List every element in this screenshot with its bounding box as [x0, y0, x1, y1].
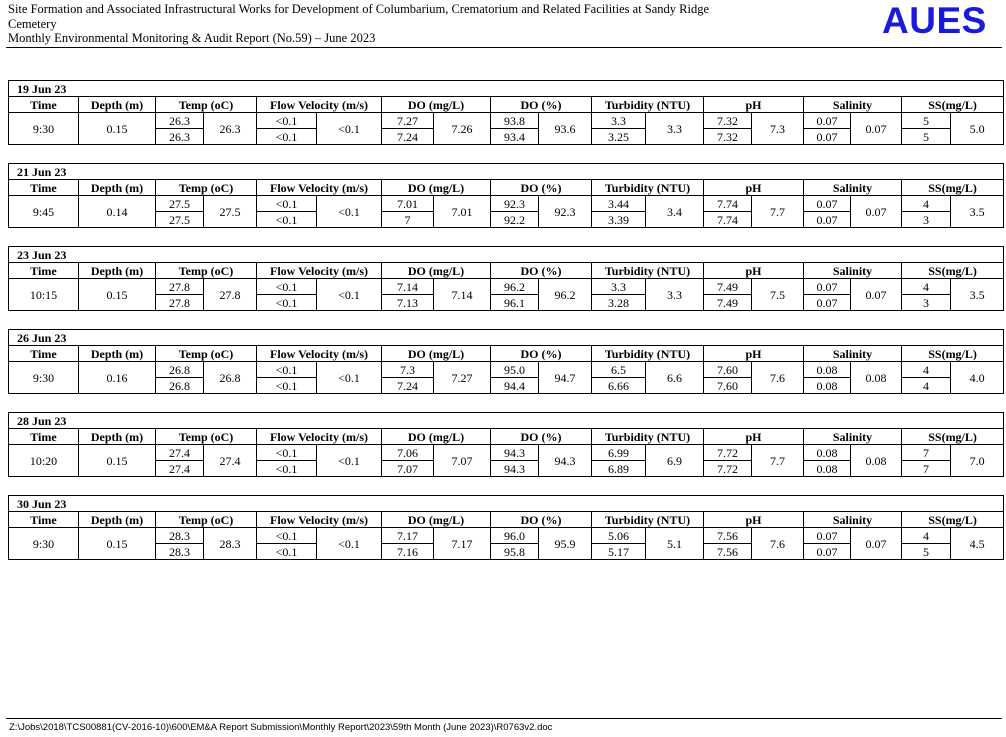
ph-reading-1: 7.60 — [704, 362, 752, 378]
ph-average: 7.6 — [752, 528, 804, 560]
temp-reading-1: 28.3 — [156, 528, 204, 544]
header-divider — [6, 47, 1002, 48]
sal-reading-1: 0.07 — [804, 196, 851, 212]
do_pct-average: 94.3 — [539, 445, 592, 477]
sal-reading-2: 0.07 — [804, 212, 851, 228]
do_pct-reading-2: 95.8 — [491, 544, 539, 560]
aues-logo: AUES — [882, 0, 987, 41]
ss-average: 3.5 — [951, 279, 1004, 311]
flow-reading-2: <0.1 — [257, 544, 317, 560]
ss-reading-2: 3 — [902, 212, 951, 228]
turb-reading-1: 3.44 — [592, 196, 646, 212]
ph-average: 7.3 — [752, 113, 804, 145]
flow-reading-2: <0.1 — [257, 295, 317, 311]
column-header: SS(mg/L) — [902, 97, 1004, 113]
column-header: Depth (m) — [79, 346, 156, 362]
temp-reading-2: 27.5 — [156, 212, 204, 228]
column-header: Temp (oC) — [156, 512, 257, 528]
column-header: Temp (oC) — [156, 180, 257, 196]
ss-reading-2: 7 — [902, 461, 951, 477]
file-path-footer: Z:\Jobs\2018\TCS00881(CV-2016-10)\600\EM&A Report Submission\Monthly Report\2023\59th Month (June 2023)\R0763v2.doc — [9, 722, 553, 733]
flow-average: <0.1 — [317, 279, 382, 311]
temp-reading-1: 27.5 — [156, 196, 204, 212]
ph-reading-2: 7.56 — [704, 544, 752, 560]
ss-reading-1: 7 — [902, 445, 951, 461]
column-header: DO (%) — [491, 512, 592, 528]
flow-average: <0.1 — [317, 196, 382, 228]
column-header: Turbidity (NTU) — [592, 180, 704, 196]
column-header: DO (%) — [491, 346, 592, 362]
ph-reading-1: 7.56 — [704, 528, 752, 544]
turb-reading-1: 5.06 — [592, 528, 646, 544]
do_pct-reading-2: 93.4 — [491, 129, 539, 145]
turb-average: 5.1 — [646, 528, 704, 560]
column-header: Temp (oC) — [156, 263, 257, 279]
column-header: SS(mg/L) — [902, 346, 1004, 362]
column-header: pH — [704, 97, 804, 113]
sal-average: 0.08 — [851, 445, 902, 477]
column-header: Flow Velocity (m/s) — [257, 512, 382, 528]
temp-average: 27.5 — [204, 196, 257, 228]
column-header: Time — [9, 180, 79, 196]
ph-reading-2: 7.72 — [704, 461, 752, 477]
temp-reading-2: 27.8 — [156, 295, 204, 311]
do_pct-reading-1: 93.8 — [491, 113, 539, 129]
ss-reading-2: 5 — [902, 544, 951, 560]
turb-average: 3.3 — [646, 113, 704, 145]
column-header: DO (%) — [491, 429, 592, 445]
flow-reading-2: <0.1 — [257, 212, 317, 228]
time-value: 9:30 — [9, 362, 79, 394]
date-label: 21 Jun 23 — [9, 164, 1004, 180]
temp-reading-1: 26.8 — [156, 362, 204, 378]
turb-reading-1: 3.3 — [592, 113, 646, 129]
column-header: Turbidity (NTU) — [592, 512, 704, 528]
column-header: Salinity — [804, 429, 902, 445]
column-header: pH — [704, 180, 804, 196]
ph-average: 7.6 — [752, 362, 804, 394]
column-header: Turbidity (NTU) — [592, 97, 704, 113]
date-label: 19 Jun 23 — [9, 81, 1004, 97]
flow-reading-1: <0.1 — [257, 113, 317, 129]
ph-average: 7.7 — [752, 196, 804, 228]
do_pct-average: 94.7 — [539, 362, 592, 394]
column-header: pH — [704, 263, 804, 279]
temp-reading-1: 27.4 — [156, 445, 204, 461]
turb-reading-1: 6.5 — [592, 362, 646, 378]
column-header: DO (%) — [491, 97, 592, 113]
time-value: 10:15 — [9, 279, 79, 311]
do_mgl-reading-2: 7.16 — [382, 544, 434, 560]
do_mgl-reading-2: 7.13 — [382, 295, 434, 311]
ss-reading-2: 5 — [902, 129, 951, 145]
column-header: Time — [9, 512, 79, 528]
ss-reading-1: 4 — [902, 279, 951, 295]
flow-average: <0.1 — [317, 445, 382, 477]
do_mgl-reading-1: 7.17 — [382, 528, 434, 544]
time-value: 9:30 — [9, 528, 79, 560]
ss-reading-2: 4 — [902, 378, 951, 394]
column-header: Flow Velocity (m/s) — [257, 346, 382, 362]
do_pct-reading-1: 95.0 — [491, 362, 539, 378]
report-title-line-2: Cemetery — [8, 16, 57, 31]
column-header: Depth (m) — [79, 263, 156, 279]
date-label: 26 Jun 23 — [9, 330, 1004, 346]
temp-reading-1: 26.3 — [156, 113, 204, 129]
ph-average: 7.7 — [752, 445, 804, 477]
column-header: Salinity — [804, 180, 902, 196]
do_mgl-average: 7.14 — [434, 279, 491, 311]
do_mgl-reading-1: 7.3 — [382, 362, 434, 378]
do_mgl-reading-2: 7.24 — [382, 378, 434, 394]
flow-average: <0.1 — [317, 113, 382, 145]
do_mgl-average: 7.27 — [434, 362, 491, 394]
temp-reading-2: 26.8 — [156, 378, 204, 394]
column-header: Depth (m) — [79, 512, 156, 528]
turb-reading-2: 3.25 — [592, 129, 646, 145]
ph-reading-1: 7.74 — [704, 196, 752, 212]
ss-reading-1: 4 — [902, 362, 951, 378]
column-header: SS(mg/L) — [902, 512, 1004, 528]
water-quality-table — [8, 495, 1004, 560]
column-header: Salinity — [804, 512, 902, 528]
do_mgl-average: 7.26 — [434, 113, 491, 145]
column-header: Temp (oC) — [156, 346, 257, 362]
do_pct-average: 95.9 — [539, 528, 592, 560]
ss-average: 7.0 — [951, 445, 1004, 477]
do_pct-reading-2: 94.3 — [491, 461, 539, 477]
column-header: Flow Velocity (m/s) — [257, 180, 382, 196]
column-header: Depth (m) — [79, 97, 156, 113]
turb-reading-2: 6.89 — [592, 461, 646, 477]
sal-average: 0.07 — [851, 528, 902, 560]
water-quality-table — [8, 246, 1004, 311]
do_mgl-reading-2: 7.07 — [382, 461, 434, 477]
ph-reading-2: 7.74 — [704, 212, 752, 228]
turb-reading-2: 5.17 — [592, 544, 646, 560]
water-quality-table — [8, 329, 1004, 394]
turb-average: 6.9 — [646, 445, 704, 477]
column-header: pH — [704, 429, 804, 445]
sal-average: 0.08 — [851, 362, 902, 394]
column-header: Salinity — [804, 346, 902, 362]
footer-divider — [6, 718, 1002, 719]
temp-average: 27.4 — [204, 445, 257, 477]
column-header: Turbidity (NTU) — [592, 263, 704, 279]
do_pct-average: 96.2 — [539, 279, 592, 311]
column-header: DO (mg/L) — [382, 346, 491, 362]
water-quality-table — [8, 412, 1004, 477]
turb-reading-1: 3.3 — [592, 279, 646, 295]
depth-value: 0.15 — [79, 445, 156, 477]
monitoring-day-block — [8, 80, 1003, 145]
column-header: Flow Velocity (m/s) — [257, 97, 382, 113]
do_mgl-reading-2: 7.24 — [382, 129, 434, 145]
sal-reading-1: 0.07 — [804, 113, 851, 129]
sal-reading-1: 0.08 — [804, 445, 851, 461]
temp-average: 28.3 — [204, 528, 257, 560]
column-header: DO (%) — [491, 263, 592, 279]
water-quality-table — [8, 80, 1004, 145]
ss-average: 4.5 — [951, 528, 1004, 560]
depth-value: 0.14 — [79, 196, 156, 228]
ss-reading-2: 3 — [902, 295, 951, 311]
monitoring-day-block — [8, 163, 1003, 228]
flow-reading-1: <0.1 — [257, 528, 317, 544]
temp-average: 26.8 — [204, 362, 257, 394]
column-header: DO (mg/L) — [382, 180, 491, 196]
water-quality-table — [8, 163, 1004, 228]
column-header: Depth (m) — [79, 180, 156, 196]
flow-average: <0.1 — [317, 362, 382, 394]
time-value: 9:30 — [9, 113, 79, 145]
column-header: DO (mg/L) — [382, 97, 491, 113]
date-label: 30 Jun 23 — [9, 496, 1004, 512]
date-label: 28 Jun 23 — [9, 413, 1004, 429]
column-header: DO (%) — [491, 180, 592, 196]
do_pct-average: 93.6 — [539, 113, 592, 145]
sal-reading-1: 0.07 — [804, 279, 851, 295]
ph-reading-2: 7.49 — [704, 295, 752, 311]
column-header: Flow Velocity (m/s) — [257, 429, 382, 445]
turb-average: 6.6 — [646, 362, 704, 394]
do_pct-reading-2: 94.4 — [491, 378, 539, 394]
temp-reading-2: 26.3 — [156, 129, 204, 145]
ss-reading-1: 5 — [902, 113, 951, 129]
turb-average: 3.4 — [646, 196, 704, 228]
column-header: Temp (oC) — [156, 429, 257, 445]
ss-average: 3.5 — [951, 196, 1004, 228]
sal-reading-1: 0.07 — [804, 528, 851, 544]
do_mgl-reading-1: 7.06 — [382, 445, 434, 461]
depth-value: 0.16 — [79, 362, 156, 394]
column-header: Time — [9, 263, 79, 279]
column-header: SS(mg/L) — [902, 263, 1004, 279]
column-header: Salinity — [804, 97, 902, 113]
do_mgl-reading-2: 7 — [382, 212, 434, 228]
do_pct-reading-1: 96.2 — [491, 279, 539, 295]
flow-reading-2: <0.1 — [257, 461, 317, 477]
column-header: DO (mg/L) — [382, 263, 491, 279]
flow-reading-1: <0.1 — [257, 196, 317, 212]
flow-reading-1: <0.1 — [257, 362, 317, 378]
flow-reading-1: <0.1 — [257, 279, 317, 295]
temp-reading-2: 27.4 — [156, 461, 204, 477]
flow-average: <0.1 — [317, 528, 382, 560]
do_mgl-average: 7.17 — [434, 528, 491, 560]
monitoring-day-block — [8, 495, 1003, 560]
turb-reading-1: 6.99 — [592, 445, 646, 461]
temp-average: 27.8 — [204, 279, 257, 311]
column-header: Turbidity (NTU) — [592, 346, 704, 362]
column-header: Temp (oC) — [156, 97, 257, 113]
do_pct-reading-1: 94.3 — [491, 445, 539, 461]
column-header: Flow Velocity (m/s) — [257, 263, 382, 279]
turb-reading-2: 3.39 — [592, 212, 646, 228]
temp-reading-2: 28.3 — [156, 544, 204, 560]
sal-reading-2: 0.07 — [804, 295, 851, 311]
depth-value: 0.15 — [79, 528, 156, 560]
column-header: DO (mg/L) — [382, 429, 491, 445]
column-header: Time — [9, 429, 79, 445]
do_pct-reading-1: 92.3 — [491, 196, 539, 212]
do_mgl-average: 7.07 — [434, 445, 491, 477]
do_mgl-reading-1: 7.27 — [382, 113, 434, 129]
date-label: 23 Jun 23 — [9, 247, 1004, 263]
ph-reading-2: 7.60 — [704, 378, 752, 394]
sal-average: 0.07 — [851, 113, 902, 145]
flow-reading-2: <0.1 — [257, 378, 317, 394]
do_mgl-reading-1: 7.01 — [382, 196, 434, 212]
column-header: Salinity — [804, 263, 902, 279]
ph-reading-1: 7.72 — [704, 445, 752, 461]
column-header: Depth (m) — [79, 429, 156, 445]
ph-reading-1: 7.49 — [704, 279, 752, 295]
turb-reading-2: 6.66 — [592, 378, 646, 394]
report-title-line-1: Site Formation and Associated Infrastructural Works for Development of Columbarium, Crematorium and Related Facilities at Sandy Ridge — [8, 2, 710, 16]
flow-reading-1: <0.1 — [257, 445, 317, 461]
column-header: Turbidity (NTU) — [592, 429, 704, 445]
ph-average: 7.5 — [752, 279, 804, 311]
depth-value: 0.15 — [79, 279, 156, 311]
do_pct-average: 92.3 — [539, 196, 592, 228]
sal-reading-2: 0.07 — [804, 129, 851, 145]
sal-reading-2: 0.08 — [804, 461, 851, 477]
turb-reading-2: 3.28 — [592, 295, 646, 311]
temp-reading-1: 27.8 — [156, 279, 204, 295]
sal-reading-2: 0.08 — [804, 378, 851, 394]
column-header: SS(mg/L) — [902, 429, 1004, 445]
column-header: Time — [9, 346, 79, 362]
column-header: Time — [9, 97, 79, 113]
monitoring-day-block — [8, 412, 1003, 477]
do_pct-reading-1: 96.0 — [491, 528, 539, 544]
report-title-line-3: Monthly Environmental Monitoring & Audit Report (No.59) – June 2023 — [8, 31, 376, 45]
do_mgl-average: 7.01 — [434, 196, 491, 228]
monitoring-day-block — [8, 246, 1003, 311]
sal-reading-2: 0.07 — [804, 544, 851, 560]
column-header: DO (mg/L) — [382, 512, 491, 528]
ss-reading-1: 4 — [902, 528, 951, 544]
flow-reading-2: <0.1 — [257, 129, 317, 145]
sal-average: 0.07 — [851, 196, 902, 228]
time-value: 9:45 — [9, 196, 79, 228]
do_mgl-reading-1: 7.14 — [382, 279, 434, 295]
ph-reading-2: 7.32 — [704, 129, 752, 145]
column-header: SS(mg/L) — [902, 180, 1004, 196]
depth-value: 0.15 — [79, 113, 156, 145]
column-header: pH — [704, 346, 804, 362]
turb-average: 3.3 — [646, 279, 704, 311]
ss-average: 5.0 — [951, 113, 1004, 145]
temp-average: 26.3 — [204, 113, 257, 145]
do_pct-reading-2: 92.2 — [491, 212, 539, 228]
report-header — [8, 2, 868, 46]
ss-average: 4.0 — [951, 362, 1004, 394]
sal-average: 0.07 — [851, 279, 902, 311]
do_pct-reading-2: 96.1 — [491, 295, 539, 311]
monitoring-day-block — [8, 329, 1003, 394]
sal-reading-1: 0.08 — [804, 362, 851, 378]
ss-reading-1: 4 — [902, 196, 951, 212]
column-header: pH — [704, 512, 804, 528]
ph-reading-1: 7.32 — [704, 113, 752, 129]
time-value: 10:20 — [9, 445, 79, 477]
